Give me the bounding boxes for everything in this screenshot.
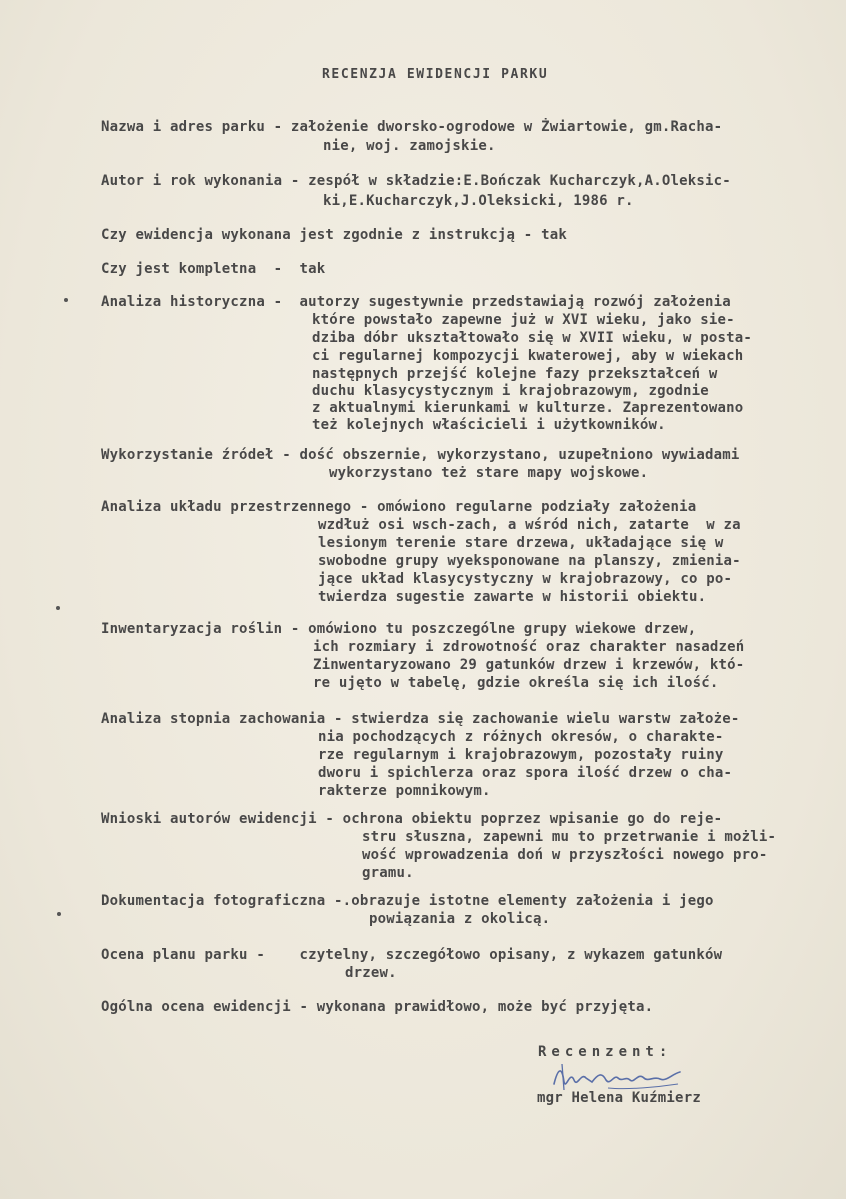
reviewer-name: mgr Helena Kuźmierz <box>537 1090 701 1106</box>
line-history-7: z aktualnymi kierunkami w kulturze. Zaprezentowano <box>312 400 744 416</box>
line-conclusions-3: wość wprowadzenia doń w przyszłości nowego pro- <box>362 847 768 863</box>
line-compliance: Czy ewidencja wykonana jest zgodnie z instrukcją - tak <box>101 227 567 243</box>
line-park-name-2: nie, woj. zamojskie. <box>323 138 496 154</box>
line-sources-1: Wykorzystanie źródeł - dość obszernie, wykorzystano, uzupełniono wywiadami <box>101 447 740 463</box>
line-conclusions-4: gramu. <box>362 865 414 881</box>
reviewer-signature <box>548 1060 688 1094</box>
margin-mark <box>57 912 61 916</box>
line-history-6: duchu klasycystycznym i krajobrazowym, zgodnie <box>312 383 709 399</box>
line-spatial-3: lesionym terenie stare drzewa, układające się w <box>318 535 724 551</box>
line-photo-1: Dokumentacja fotograficzna -.obrazuje istotne elementy założenia i jego <box>101 893 714 909</box>
line-conclusions-1: Wnioski autorów ewidencji - ochrona obiektu poprzez wpisanie go do reje- <box>101 811 723 827</box>
line-preservation-3: rze regularnym i krajobrazowym, pozostały ruiny <box>318 747 724 763</box>
line-preservation-2: nia pochodzących z różnych okresów, o charakte- <box>318 729 724 745</box>
line-conclusions-2: stru słuszna, zapewni mu to przetrwanie i możli- <box>362 829 777 845</box>
line-history-8: też kolejnych właścicieli i użytkowników. <box>312 417 666 433</box>
line-plants-4: re ujęto w tabelę, gdzie określa się ich ilość. <box>313 675 719 691</box>
line-preservation-4: dworu i spichlerza oraz spora ilość drzew o cha- <box>318 765 733 781</box>
line-spatial-6: twierdza sugestie zawarte w historii obiektu. <box>318 589 707 605</box>
line-history-1: Analiza historyczna - autorzy sugestywnie przedstawiają rozwój założenia <box>101 294 731 310</box>
line-plan-1: Ocena planu parku - czytelny, szczegółowo opisany, z wykazem gatunków <box>101 947 723 963</box>
line-photo-2: powiązania z okolicą. <box>369 911 551 927</box>
margin-mark <box>64 298 68 302</box>
line-spatial-4: swobodne grupy wyeksponowane na planszy, zmienia- <box>318 553 741 569</box>
line-history-3: dziba dóbr ukształtowało się w XVII wieku, w posta- <box>312 330 753 346</box>
line-spatial-2: wzdłuż osi wsch-zach, a wśród nich, zatarte w za <box>318 517 741 533</box>
line-sources-2: wykorzystano też stare mapy wojskowe. <box>329 465 649 481</box>
line-author-2: ki,E.Kucharczyk,J.Oleksicki, 1986 r. <box>323 193 634 209</box>
margin-mark <box>56 606 60 610</box>
line-park-name-1: Nazwa i adres parku - założenie dworsko-ogrodowe w Żwiartowie, gm.Racha- <box>101 119 723 135</box>
line-preservation-5: rakterze pomnikowym. <box>318 783 491 799</box>
line-history-5: następnych przejść kolejne fazy przekształceń w <box>312 366 718 382</box>
line-history-2: które powstało zapewne już w XVI wieku, jako sie- <box>312 312 735 328</box>
line-complete: Czy jest kompletna - tak <box>101 261 326 277</box>
document-title: RECENZJA EWIDENCJI PARKU <box>322 67 549 82</box>
line-spatial-5: jące układ klasycystyczny w krajobrazowy, co po- <box>318 571 733 587</box>
line-history-4: ci regularnej kompozycji kwaterowej, aby w wiekach <box>312 348 744 364</box>
line-preservation-1: Analiza stopnia zachowania - stwierdza się zachowanie wielu warstw założe- <box>101 711 740 727</box>
line-overall: Ogólna ocena ewidencji - wykonana prawidłowo, może być przyjęta. <box>101 999 654 1015</box>
line-plants-2: ich rozmiary i zdrowotność oraz charakter nasadzeń <box>313 639 745 655</box>
line-plants-3: Zinwentaryzowano 29 gatunków drzew i krzewów, któ- <box>313 657 745 673</box>
line-plants-1: Inwentaryzacja roślin - omówiono tu poszczególne grupy wiekowe drzew, <box>101 621 697 637</box>
reviewer-label: Recenzent: <box>538 1044 673 1060</box>
line-plan-2: drzew. <box>345 965 397 981</box>
line-spatial-1: Analiza układu przestrzennego - omówiono regularne podziały założenia <box>101 499 697 515</box>
line-author-1: Autor i rok wykonania - zespół w składzie:E.Bończak Kucharczyk,A.Oleksic- <box>101 173 731 189</box>
